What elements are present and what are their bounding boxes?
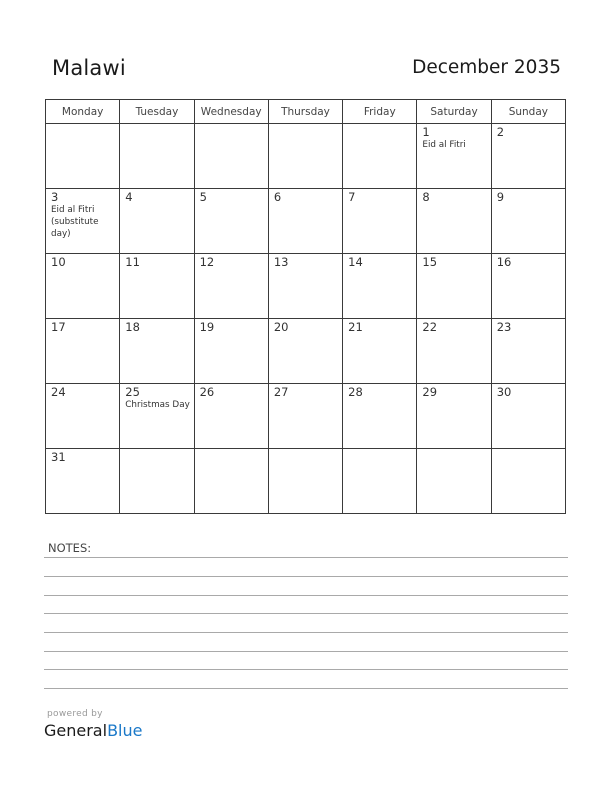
day-cell[interactable] — [120, 449, 194, 514]
notes-line — [44, 688, 568, 689]
day-cell[interactable] — [417, 254, 491, 319]
day-cell[interactable] — [120, 189, 194, 254]
day-number: 18 — [125, 320, 140, 334]
day-number — [269, 124, 342, 126]
day-number — [120, 124, 193, 126]
holiday-label: Eid al Fitri (substitute day) — [51, 205, 99, 239]
brand-general: General — [44, 721, 108, 740]
day-cell[interactable] — [194, 189, 268, 254]
day-number — [195, 124, 268, 126]
day-number: 27 — [273, 385, 289, 399]
day-cell[interactable] — [343, 449, 417, 514]
day-number — [46, 124, 119, 126]
day-number: 3 — [51, 190, 59, 204]
day-cell[interactable] — [343, 319, 417, 384]
day-number: 7 — [348, 190, 356, 204]
day-number: 5 — [199, 190, 207, 204]
day-number: 1 — [422, 125, 430, 139]
day-cell[interactable] — [194, 254, 268, 319]
day-cell[interactable] — [268, 319, 342, 384]
day-cell[interactable] — [491, 384, 565, 449]
calendar-grid — [45, 99, 566, 514]
day-number: 24 — [51, 385, 66, 399]
day-number: 16 — [496, 255, 512, 269]
notes-line — [44, 632, 568, 633]
day-cell[interactable] — [46, 449, 120, 514]
brand-blue: Blue — [107, 721, 143, 740]
day-number: 4 — [125, 190, 133, 204]
day-cell[interactable] — [343, 189, 417, 254]
holiday-label: Christmas Day — [125, 400, 190, 410]
holiday-label: Eid al Fitri — [422, 140, 466, 150]
day-number — [343, 124, 416, 126]
day-cell[interactable] — [46, 124, 120, 189]
day-number — [120, 449, 193, 451]
day-number: 11 — [125, 255, 140, 269]
day-cell[interactable] — [343, 384, 417, 449]
day-cell[interactable] — [46, 319, 120, 384]
notes-line — [44, 613, 568, 614]
weekday-saturday: Saturday — [417, 100, 491, 124]
day-number: 14 — [348, 255, 363, 269]
week-row — [46, 449, 566, 514]
day-number: 30 — [496, 385, 512, 399]
day-cell[interactable] — [491, 124, 565, 189]
day-cell[interactable] — [417, 449, 491, 514]
day-number: 29 — [422, 385, 438, 399]
powered-by-text: powered by — [47, 709, 103, 719]
day-cell[interactable] — [194, 124, 268, 189]
day-number: 23 — [496, 320, 512, 334]
day-cell[interactable] — [268, 124, 342, 189]
day-number: 28 — [348, 385, 363, 399]
day-number: 6 — [273, 190, 282, 204]
brand-logo[interactable] — [44, 721, 142, 740]
day-number: 20 — [273, 320, 289, 334]
day-number: 19 — [199, 320, 215, 334]
day-number — [492, 449, 565, 451]
day-cell[interactable] — [491, 449, 565, 514]
day-cell[interactable] — [46, 189, 120, 254]
day-number: 22 — [422, 320, 438, 334]
week-row — [46, 124, 566, 189]
day-cell[interactable] — [46, 254, 120, 319]
day-cell[interactable] — [417, 319, 491, 384]
notes-line — [44, 576, 568, 577]
day-cell[interactable] — [343, 124, 417, 189]
day-number: 13 — [273, 255, 289, 269]
notes-line — [44, 595, 568, 596]
day-number — [269, 449, 342, 451]
day-cell[interactable] — [194, 449, 268, 514]
day-number: 10 — [51, 255, 66, 269]
day-cell[interactable] — [120, 384, 194, 449]
day-number: 17 — [51, 320, 66, 334]
day-number: 2 — [496, 125, 505, 139]
weekday-tuesday: Tuesday — [120, 100, 194, 124]
day-cell[interactable] — [194, 384, 268, 449]
week-row — [46, 319, 566, 384]
week-row — [46, 254, 566, 319]
day-number: 15 — [422, 255, 438, 269]
day-cell[interactable] — [120, 124, 194, 189]
day-cell[interactable] — [268, 254, 342, 319]
day-cell[interactable] — [343, 254, 417, 319]
day-cell[interactable] — [491, 319, 565, 384]
day-cell[interactable] — [417, 189, 491, 254]
day-number: 26 — [199, 385, 215, 399]
week-row — [46, 189, 566, 254]
weekday-wednesday: Wednesday — [194, 100, 268, 124]
day-number — [195, 449, 268, 451]
day-cell[interactable] — [120, 319, 194, 384]
day-number — [343, 449, 416, 451]
day-cell[interactable] — [46, 384, 120, 449]
month-title: December 2035 — [412, 57, 561, 78]
weekday-thursday: Thursday — [268, 100, 342, 124]
notes-line — [44, 669, 568, 670]
day-cell[interactable] — [120, 254, 194, 319]
day-number: 8 — [422, 190, 430, 204]
day-cell[interactable] — [268, 384, 342, 449]
day-number: 12 — [199, 255, 215, 269]
day-cell[interactable] — [194, 319, 268, 384]
notes-line — [44, 651, 568, 652]
day-number: 25 — [125, 385, 140, 399]
day-cell[interactable] — [268, 449, 342, 514]
day-cell[interactable] — [417, 384, 491, 449]
day-number: 31 — [51, 450, 66, 464]
weekday-header-row — [46, 100, 566, 124]
week-row — [46, 384, 566, 449]
weekday-sunday: Sunday — [491, 100, 565, 124]
day-number: 21 — [348, 320, 363, 334]
notes-label: NOTES: — [48, 541, 92, 555]
weekday-monday: Monday — [46, 100, 120, 124]
notes-line — [44, 557, 568, 558]
day-cell[interactable] — [417, 124, 491, 189]
country-title: Malawi — [52, 56, 126, 80]
day-number: 9 — [496, 190, 505, 204]
day-cell[interactable] — [491, 189, 565, 254]
day-cell[interactable] — [491, 254, 565, 319]
day-number — [417, 449, 490, 451]
day-cell[interactable] — [268, 189, 342, 254]
weekday-friday: Friday — [343, 100, 417, 124]
